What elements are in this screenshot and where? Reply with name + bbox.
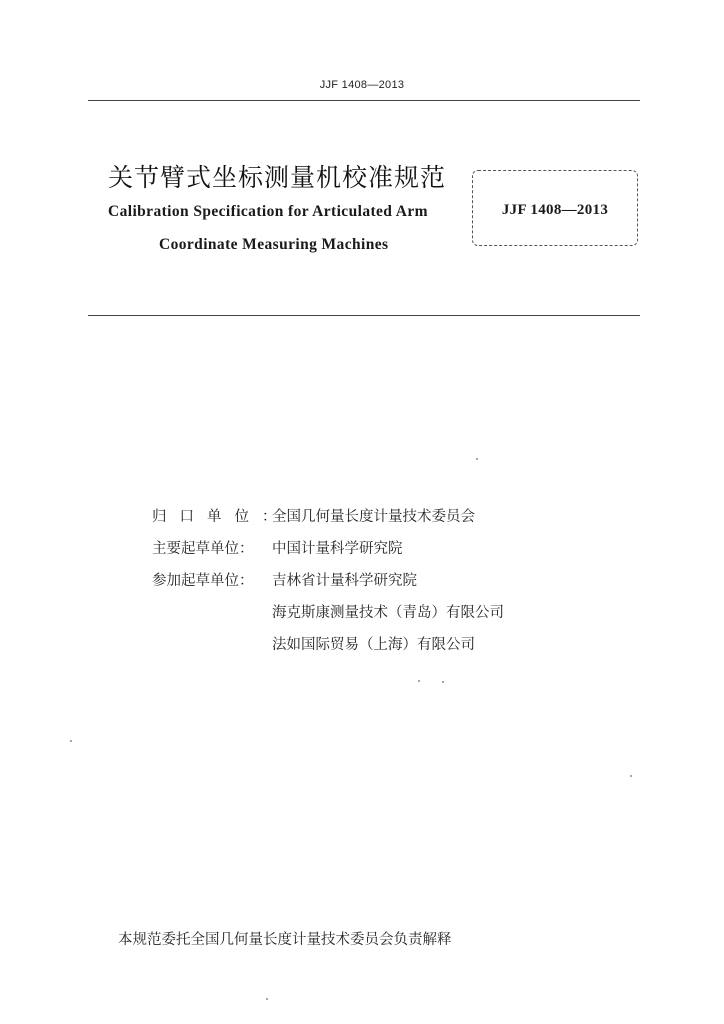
scan-speck [442,681,444,683]
org-value: 中国计量科学研究院 [272,541,403,557]
scan-speck [70,740,72,742]
org-value: 海克斯康测量技术（青岛）有限公司 [272,605,504,621]
top-divider [88,100,640,101]
org-value: 吉林省计量科学研究院 [272,573,417,589]
org-label: 参加起草单位： [152,573,254,589]
org-value: 全国几何量长度计量技术委员会 [272,509,475,525]
scan-speck [266,998,268,1000]
title-english-line-2: Coordinate Measuring Machines [159,236,389,253]
org-value: 法如国际贸易（上海）有限公司 [272,637,475,653]
scan-speck [630,775,632,777]
header-standard-code: JJF 1408—2013 [319,79,405,91]
middle-divider [88,315,640,316]
org-label: 主要起草单位： [152,541,254,557]
scan-speck [476,458,478,460]
title-chinese: 关节臂式坐标测量机校准规范 [108,163,447,192]
org-label: 归口单位： [152,509,290,525]
title-english-line-1: Calibration Specification for Articulated Arm [108,203,428,220]
scan-speck [418,680,420,682]
standard-code-box-text: JJF 1408—2013 [501,202,609,218]
interpretation-note: 本规范委托全国几何量长度计量技术委员会负责解释 [118,932,452,948]
